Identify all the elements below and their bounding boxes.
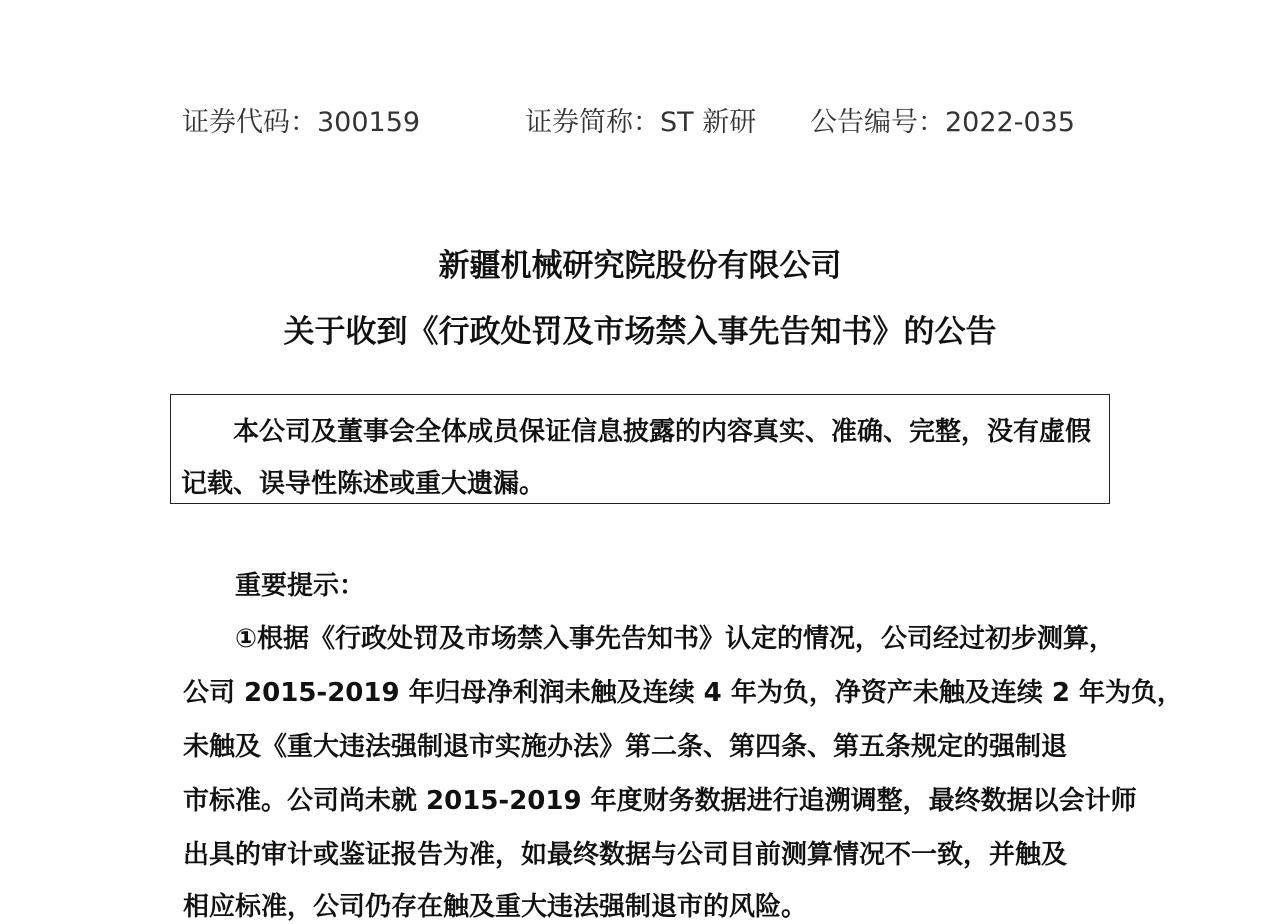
body-line: 出具的审计或鉴证报告为准，如最终数据与公司目前测算情况不一致，并触及 bbox=[183, 840, 1068, 870]
disclaimer-line: 本公司及董事会全体成员保证信息披露的内容真实、准确、完整，没有虚假 bbox=[233, 417, 1092, 447]
company-name: 新疆机械研究院股份有限公司 bbox=[438, 248, 842, 284]
notice-title: 关于收到《行政处罚及市场禁入事先告知书》的公告 bbox=[283, 314, 997, 350]
body-line: 相应标准，公司仍存在触及重大违法强制退市的风险。 bbox=[183, 892, 808, 922]
notice-number: 公告编号：2022-035 bbox=[810, 107, 1075, 138]
body-line: 未触及《重大违法强制退市实施办法》第二条、第四条、第五条规定的强制退 bbox=[183, 732, 1068, 762]
body-line: 市标准。公司尚未就 2015-2019 年度财务数据进行追溯调整，最终数据以会计师 bbox=[183, 786, 1137, 816]
stock-code: 证券代码：300159 bbox=[182, 107, 421, 138]
body-line: 公司 2015-2019 年归母净利润未触及连续 4 年为负，净资产未触及连续 2 年为负， bbox=[183, 678, 1184, 708]
important-heading: 重要提示： bbox=[235, 571, 366, 601]
stock-short-name: 证券简称：ST 新研 bbox=[525, 107, 757, 138]
body-line: ①根据《行政处罚及市场禁入事先告知书》认定的情况，公司经过初步测算， bbox=[235, 624, 1116, 654]
disclaimer-box bbox=[170, 394, 1110, 504]
disclaimer-line: 记载、误导性陈述或重大遗漏。 bbox=[181, 469, 546, 499]
